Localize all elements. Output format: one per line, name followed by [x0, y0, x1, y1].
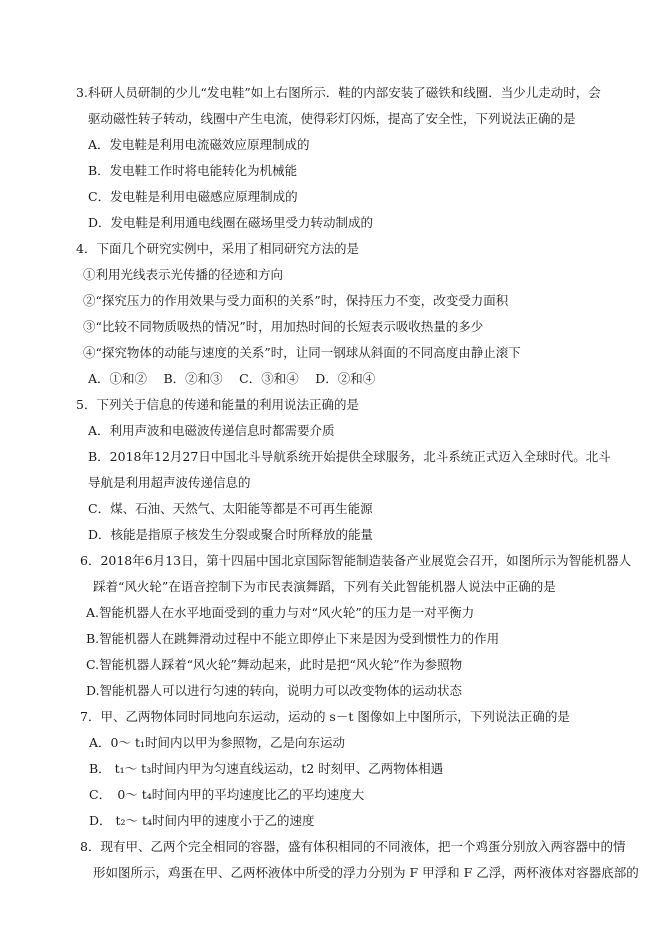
question-5-option-b: B．2018年12月27日中国北斗导航系统开始提供全球服务，北斗系统正式迈入全球时代。北斗	[88, 449, 611, 464]
question-5-option-a: A．利用声波和电磁波传递信息时都需要介质	[88, 423, 335, 438]
question-6-stem-continued: 踩着“风火轮”在语音控制下为市民表演舞蹈，下列有关此智能机器人说法中正确的是	[93, 579, 556, 594]
question-3-option-a: A．发电鞋是利用电流磁效应原理制成的	[88, 137, 310, 152]
question-5-option-b-continued: 导航是利用超声波传递信息的	[88, 475, 251, 490]
question-4-item-1: ①利用光线表示光传播的径迹和方向	[83, 267, 284, 282]
question-6-option-c: C.智能机器人踩着“风火轮”舞动起来，此时是把“风火轮”作为参照物	[86, 657, 463, 672]
question-8-stem: 8．现有甲、乙两个完全相同的容器，盛有体积相同的不同液体，把一个鸡蛋分别放入两容器中的情	[80, 839, 626, 854]
question-3-stem-continued: 驱动磁性转子转动，线圈中产生电流，使得彩灯闪烁，提高了安全性，下列说法正确的是	[88, 111, 576, 126]
question-4-stem: 4．下面几个研究实例中，采用了相同研究方法的是	[76, 241, 359, 256]
question-5-stem: 5．下列关于信息的传递和能量的利用说法正确的是	[76, 397, 359, 412]
question-3-option-b: B．发电鞋工作时将电能转化为机械能	[88, 163, 298, 178]
question-8-stem-continued: 形如图所示，鸡蛋在甲、乙两杯液体中所受的浮力分别为 F 甲浮和 F 乙浮，两杯液体对容器底部的	[93, 865, 639, 880]
question-3-option-d: D．发电鞋是利用通电线圈在磁场里受力转动制成的	[88, 215, 374, 230]
question-6-option-a: A.智能机器人在水平地面受到的重力与对“风火轮”的压力是一对平衡力	[86, 605, 475, 620]
question-3-stem: 3.科研人员研制的少儿“发电鞋”如上右图所示．鞋的内部安装了磁铁和线圈．当少儿走动时，会	[76, 85, 601, 100]
question-6-option-d: D.智能机器人可以进行匀速的转向，说明力可以改变物体的运动状态	[86, 683, 463, 698]
question-6-option-b: B.智能机器人在跳舞滑动过程中不能立即停止下来是因为受到惯性力的作用	[86, 631, 500, 646]
question-7-option-d: D． t₂～ t₄时间内甲的速度小于乙的速度	[89, 813, 315, 828]
question-7-option-c: C． 0～ t₄时间内甲的平均速度比乙的平均速度大	[89, 787, 365, 802]
question-3-option-c: C．发电鞋是利用电磁感应原理制成的	[88, 189, 298, 204]
question-5-option-d: D．核能是指原子核发生分裂或聚合时所释放的能量	[88, 527, 374, 542]
question-4-item-2: ②“探究压力的作用效果与受力面积的关系”时，保持压力不变，改变受力面积	[83, 293, 509, 308]
question-7-option-b: B． t₁～ t₃时间内甲为匀速直线运动，t2 时刻甲、乙两物体相遇	[89, 761, 444, 776]
question-5-option-c: C．煤、石油、天然气、太阳能等都是不可再生能源	[88, 501, 373, 516]
question-7-stem: 7．甲、乙两物体同时同地向东运动，运动的 s－t 图像如上中图所示，下列说法正确的是	[80, 709, 570, 724]
question-7-option-a: A．0～ t₁时间内以甲为参照物，乙是向东运动	[89, 735, 345, 750]
question-4-item-4: ④“探究物体的动能与速度的关系”时，让同一钢球从斜面的不同高度由静止滚下	[83, 345, 521, 360]
question-6-stem: 6．2018年6月13日，第十四届中国北京国际智能制造装备产业展览会召开，如图所示为智能机器人	[80, 553, 632, 568]
question-4-answer-options: A．①和② B．②和③ C．③和④ D．②和④	[88, 371, 376, 386]
question-4-item-3: ③“比较不同物质吸热的情况”时，用加热时间的长短表示吸收热量的多少	[83, 319, 484, 334]
